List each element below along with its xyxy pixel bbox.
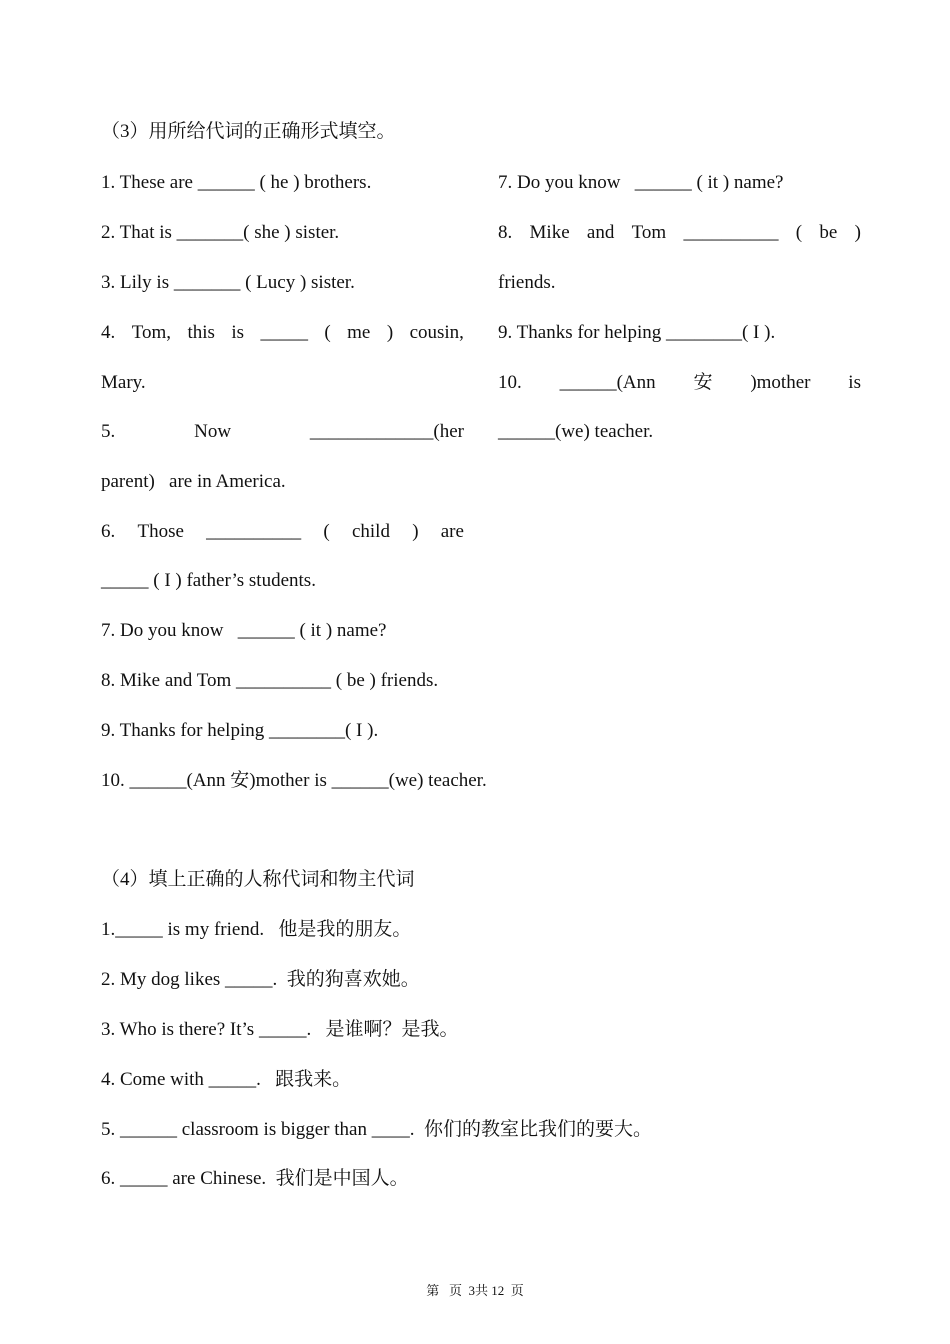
word: Those: [137, 521, 184, 542]
word: 4.: [101, 322, 116, 343]
page-footer: 第 页 3共 12 页: [426, 1283, 524, 1298]
word: (: [323, 521, 330, 542]
question-item: 5. ______ classroom is bigger than ____. 你们的教室比我们的要大。: [101, 1119, 652, 1140]
word: 6.: [101, 521, 116, 542]
answer-blank: __________: [683, 222, 779, 243]
section-3-heading: （3）用所给代词的正确形式填空。: [101, 121, 396, 142]
answer-blank: ______(Ann: [559, 372, 656, 393]
question-item: 6. _____ are Chinese. 我们是中国人。: [101, 1168, 409, 1189]
question-item-justified: [101, 520, 464, 544]
word: Mike: [529, 222, 570, 243]
word: is: [231, 322, 245, 343]
word: _____________(her: [309, 421, 464, 442]
question-continuation: parent) are in America.: [101, 471, 286, 492]
question-item: 7. Do you know ______ ( it ) name?: [498, 172, 784, 193]
word: ): [854, 222, 861, 243]
answer-blank: __________: [206, 521, 302, 542]
word: me: [347, 322, 371, 343]
word: be: [819, 222, 838, 243]
question-item: 2. That is _______( she ) sister.: [101, 222, 340, 243]
question-item: 9. Thanks for helping ________( I ).: [101, 720, 379, 741]
question-continuation: friends.: [498, 272, 556, 293]
question-continuation: _____ ( I ) father’s students.: [101, 570, 316, 591]
question-item-justified: [498, 221, 861, 245]
question-item: 9. Thanks for helping ________( I ).: [498, 322, 776, 343]
question-item: 4. Come with _____. 跟我来。: [101, 1069, 352, 1090]
word: 5.: [101, 421, 116, 442]
word: cousin,: [409, 322, 464, 343]
word: (: [324, 322, 331, 343]
question-item-justified: [101, 420, 464, 444]
question-item: 1. These are ______ ( he ) brothers.: [101, 172, 372, 193]
word: and: [586, 222, 615, 243]
question-continuation: Mary.: [101, 372, 146, 393]
word: this: [187, 322, 215, 343]
question-item: 7. Do you know ______ ( it ) name?: [101, 620, 387, 641]
question-item: 3. Lily is _______ ( Lucy ) sister.: [101, 272, 355, 293]
word: Tom: [631, 222, 667, 243]
section-4-heading: （4）填上正确的人称代词和物主代词: [101, 869, 415, 890]
question-item: 8. Mike and Tom __________ ( be ) friends.: [101, 670, 439, 691]
answer-blank: _____: [260, 322, 308, 343]
word: is: [848, 372, 861, 393]
word: Tom,: [131, 322, 171, 343]
question-item: 2. My dog likes _____. 我的狗喜欢她。: [101, 969, 420, 990]
word: ): [412, 521, 419, 542]
word: 8.: [498, 222, 513, 243]
question-item: 1._____ is my friend. 他是我的朋友。: [101, 919, 412, 940]
word: ): [386, 322, 394, 343]
question-item: 3. Who is there? It’s _____. 是谁啊？是我。: [101, 1019, 459, 1040]
word: are: [440, 521, 464, 542]
question-item: 10. ______(Ann 安)mother is ______(we) teacher.: [101, 770, 487, 791]
word: )mother: [750, 372, 811, 393]
word: 10.: [498, 372, 522, 393]
word: (: [795, 222, 803, 243]
word: 安: [693, 372, 713, 393]
question-item-justified: [101, 321, 464, 345]
word: Now: [194, 421, 232, 442]
question-continuation: ______(we) teacher.: [498, 421, 654, 442]
word: child: [351, 521, 390, 542]
question-item-justified: [498, 371, 861, 395]
